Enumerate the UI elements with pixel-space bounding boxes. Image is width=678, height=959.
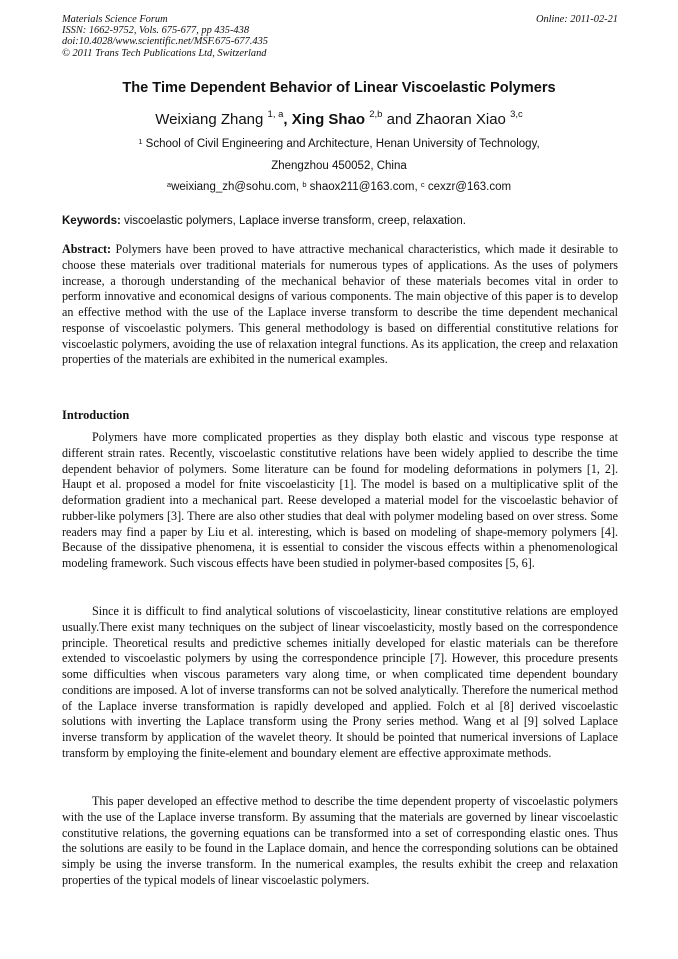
email-superscript: c xyxy=(420,180,425,189)
author-superscript: 1, a xyxy=(267,109,284,120)
email-line xyxy=(0,181,678,193)
email-superscript: b xyxy=(302,180,307,189)
running-header xyxy=(62,14,618,59)
author-superscript: 2,b xyxy=(369,109,383,120)
email-superscript: a xyxy=(166,180,172,189)
keywords-label: Keywords: xyxy=(62,215,121,227)
author-name: and Zhaoran Xiao xyxy=(382,111,511,128)
paper-title: The Time Dependent Behavior of Linear Viscoelastic Polymers xyxy=(122,80,556,96)
affiliation-superscript: 1 xyxy=(138,137,143,146)
author-line xyxy=(0,111,678,128)
intro-paragraph-1: Polymers have more complicated properties as they display both elastic and viscous type response at different strain rates. Recently, viscoelastic constitutive relations have been widely applied to describe the time dependent behavior of polymers. Some literature can be found for modeling deformations in polymers [1, 2]. Haupt et al. proposed a model for fnite viscoelasticity [1]. The model is based on a multiplicative split of the deformation gradient into a mechanical part. Reese developed a material model for the viscoelastic behavior of rubber-like polymers [3]. There are also other studies that deal with polymer modeling based on over stress. Some readers may find a paper by Liu et al. interesting, which is based on modeling of shape-memory polymers [4]. Because of the dissipative phenomena, it is essential to consider the viscous effects within a phenomenological modeling framework. Such viscous effects have been studied in polymer-based composites [5, 6]. xyxy=(62,430,618,570)
author-name: , Xing Shao xyxy=(283,111,370,128)
intro-paragraph-3: This paper developed an effective method to describe the time dependent property of viscoelastic polymers with the use of the Laplace inverse transform. By assuming that the materials are governed by linear viscoelastic constitutive relations, the governing equations can be transformed into a set of corresponding elastic ones. Thus the solutions are easily to be found in the Laplace domain, and hence the corresponding solutions can be obtained simply be using the inverse transform. In the numerical examples, the results exhibit the creep and relaxation properties of the typical models of linear viscoelastic polymers. xyxy=(62,794,618,887)
keywords-text: viscoelastic polymers, Laplace inverse transform, creep, relaxation. xyxy=(120,215,466,227)
email-link: weixiang_zh@sohu.com, xyxy=(171,181,303,193)
section-heading-introduction: Introduction xyxy=(62,408,130,422)
abstract-text: Polymers have been proved to have attractive mechanical characteristics, which made it desirable to choose these materials over traditional materials for numerous types of applications. As the uses of polymers increase, a thorough understanding of the mechanical behavior of these materials becomes vital in order to perform innovative and economical designs of various components. The main objective of this paper is to develop an effective method with the use of the Laplace inverse transform to describe the time dependent mechanical response of viscoelastic polymers. This general methodology is based on differential constitutive relations for viscoelastic polymers, avoiding the use of relaxation integral functions. As its application, the creep and relaxation properties of the materials are exhibited in the numerical examples. xyxy=(62,242,618,367)
abstract-label: Abstract: xyxy=(62,242,112,256)
affiliation-text: School of Civil Engineering and Architecture, Henan University of Technology, xyxy=(142,138,540,150)
doi-line: doi:10.4028/www.scientific.net/MSF.675-677.435 xyxy=(62,36,268,48)
issn-line: ISSN: 1662-9752, Vols. 675-677, pp 435-438 xyxy=(62,25,250,37)
intro-paragraph-2: Since it is difficult to find analytical solutions of viscoelasticity, linear constitutive relations are employed usually.There exist many techniques on the subject of linear viscoelasticity, mostly based on the correspondence principle. Theoretical results and predictive schemes initially developed for elastic materials can be therefore extended to viscoelastic polymers by using the correspondence principle [7]. However, this procedure presents some difficulties when viscous parameters vary along time, or when complicated time dependent boundary conditions are imposed. A lot of inverse transforms can not be solved analytically. Therefore the numerical method of the Laplace inverse transformation is rapidly developed and applied. Folch et al [8] derived viscoelastic solutions with inverting the Laplace transform using the Prony series method. Wang et al [9] solved Laplace inverse transform by application of the wavelet theory. It should be pointed that numerical inversions of Laplace transform by employing the finite-element and boundary element are effective approximate methods. xyxy=(62,604,618,760)
affiliation-line-1 xyxy=(0,138,678,150)
copyright-line: © 2011 Trans Tech Publications Ltd, Switzerland xyxy=(62,47,267,59)
author-name: Weixiang Zhang xyxy=(155,111,268,128)
online-date: Online: 2011-02-21 xyxy=(535,14,618,25)
keywords xyxy=(62,215,618,227)
author-superscript: 3,c xyxy=(510,109,523,120)
abstract xyxy=(62,242,618,368)
journal-name: Materials Science Forum xyxy=(62,14,168,25)
email-link: cexzr@163.com xyxy=(424,181,512,193)
email-link: shaox211@163.com, xyxy=(306,181,421,193)
affiliation-line-2: Zhengzhou 450052, China xyxy=(271,160,407,172)
